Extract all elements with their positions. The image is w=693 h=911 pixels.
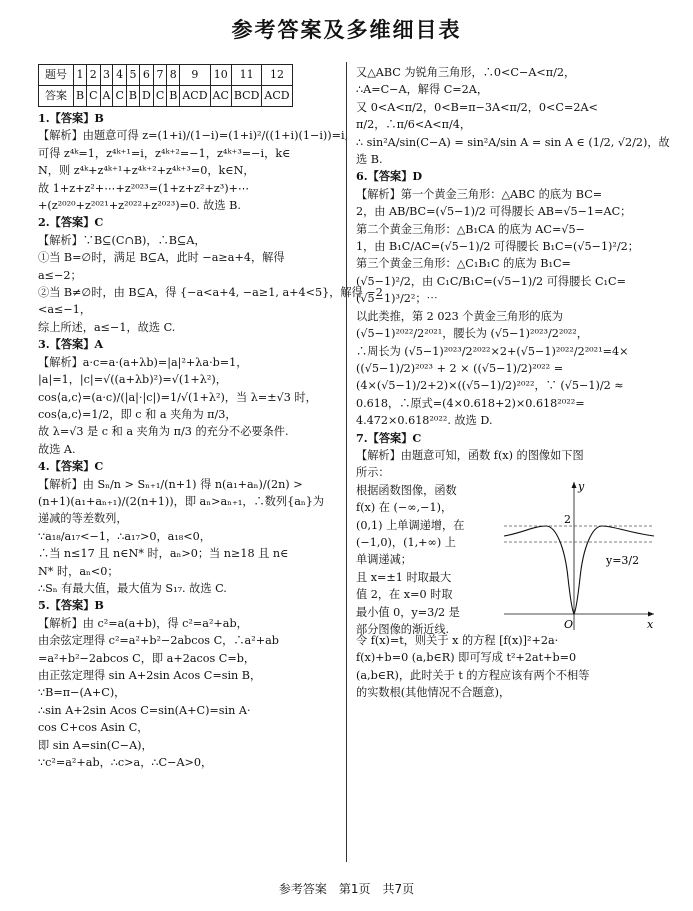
text-line: 所示： <box>356 466 390 480</box>
text-line: 4.472×0.618²⁰²². 故选 D. <box>356 414 493 428</box>
text-line: 部分图像的渐近线. <box>356 623 450 636</box>
text-line: cos⟨a,c⟩=1/2，即 c 和 a 夹角为 π/3， <box>38 407 237 421</box>
table-cell: 7 <box>153 65 166 86</box>
text-line: 选 B. <box>356 153 383 167</box>
y-axis-arrow-icon <box>572 482 577 488</box>
text-line: ②当 B≠∅时，由 B⊆A，得 {−a<a+4, −a≥1, a+4<5}，解得 −2 <box>38 286 383 300</box>
text-line: 值 2，在 x=0 时取 <box>356 588 453 602</box>
table-cell: BCD <box>231 86 262 107</box>
text-line: +(z²⁰²⁰+z²⁰²¹+z²⁰²²+z²⁰²³)=0. 故选 B. <box>38 199 241 213</box>
table-cell: 2 <box>87 65 100 86</box>
table-cell: AC <box>210 86 231 107</box>
table-cell: C <box>87 86 100 107</box>
table-cell: C <box>153 86 166 107</box>
text-line: 2，由 AB/BC=(√5−1)/2 可得腰长 AB=√5−1=AC； <box>356 205 632 219</box>
text-line: ①当 B=∅时，满足 B⊆A，此时 −a≥a+4，解得 <box>38 251 285 265</box>
table-cell: 6 <box>139 65 153 86</box>
text-line: <a≤−1， <box>38 303 92 317</box>
text-line: 2.【答案】C <box>38 215 104 230</box>
text-line: (a,b∈R)，此时关于 t 的方程应该有两个不相等 <box>356 668 590 682</box>
text-line: 【解析】由题意可知，函数 f(x) 的图像如下图 <box>356 448 584 462</box>
origin-label: O <box>564 617 574 631</box>
text-line: 6.【答案】D <box>356 169 423 184</box>
text-line: 递减的等差数列， <box>38 512 128 526</box>
right-column <box>356 64 670 701</box>
text-line: 【解析】∵B⊆(C∩B)，∴B⊆A， <box>38 233 206 247</box>
text-line: ∵B=π−(A+C)， <box>38 686 126 700</box>
text-line: 【解析】由 c²=a(a+b)，得 c²=a²+ab， <box>38 616 248 630</box>
text-line: 故选 A. <box>38 442 76 456</box>
text-line: (0,1) 上单调递增，在 <box>356 518 465 532</box>
x-axis-arrow-icon <box>648 611 654 616</box>
text-line: (−1,0)，(1,+∞) 上 <box>356 535 456 549</box>
table-cell: B <box>126 86 139 107</box>
text-line: 【解析】第一个黄金三角形：△ABC 的底为 BC= <box>356 187 603 201</box>
text-line: 第二个黄金三角形：△B₁CA 的底为 AC=√5− <box>356 222 585 236</box>
answer-table-number-row <box>39 65 293 86</box>
text-line: 由正弦定理得 sin A+2sin Acos C=sin B， <box>38 669 262 682</box>
table-cell: C <box>113 86 126 107</box>
text-line: N，则 z⁴ᵏ+z⁴ᵏ⁺¹+z⁴ᵏ⁺²+z⁴ᵏ⁺³=0，k∈N， <box>38 164 255 178</box>
text-line: ∴ sin²A/sin(C−A) = sin²A/sin A = sin A ∈ (1/2, √2/2)，故 <box>356 135 670 149</box>
answer-table-answer-row <box>39 86 293 107</box>
text-line: 【解析】由题意可得 z=(1+i)/(1−i)=(1+i)²/((1+i)(1−i))=i, <box>38 129 349 143</box>
text-line: ∵a₁₈/a₁₇<−1，∴a₁₇>0，a₁₈<0， <box>38 529 211 543</box>
table-cell: 8 <box>167 65 180 86</box>
text-line: 1.【答案】B <box>38 111 104 125</box>
text-line: |a|=1，|c|=√((a+λb)²)=√(1+λ²)， <box>38 373 227 387</box>
table-cell: 3 <box>100 65 113 86</box>
text-line: 5.【答案】B <box>38 598 104 613</box>
page-footer: 参考答案 第1页 共7页 <box>278 882 415 896</box>
text-line: (4×(√5−1)/2+2)×((√5−1)/2)²⁰²²，∵ (√5−1)/2 ≈ <box>356 379 624 393</box>
graph-description <box>356 482 498 639</box>
text-line: 的实数根(其他情况不合题意)， <box>356 685 511 699</box>
table-answer-label: 答案 <box>39 86 74 107</box>
text-line: 且 x=±1 时取最大 <box>356 570 452 584</box>
text-line: π/2，∴π/6<A<π/4， <box>356 118 472 132</box>
table-cell: ACD <box>262 86 292 107</box>
text-line: cos C+cos Asin C， <box>38 721 149 735</box>
text-line: (n+1)(a₁+aₙ₊₁)/(2(n+1))，即 aₙ>aₙ₊₁，∴数列{aₙ}为 <box>38 494 325 508</box>
text-line: (√5−1)³/2²；⋯ <box>356 292 438 306</box>
table-cell: D <box>139 86 153 107</box>
text-line: ∴Sₙ 有最大值，最大值为 S₁₇. 故选 C. <box>38 581 227 595</box>
table-cell: ACD <box>180 86 210 107</box>
text-line: ∵c²=a²+ab，∴c>a，∴C−A>0， <box>38 756 213 770</box>
table-cell: 11 <box>231 65 262 86</box>
text-line: 单调递减； <box>356 553 412 567</box>
text-line: 3.【答案】A <box>38 337 104 352</box>
text-line: cos⟨a,c⟩=(a·c)/(|a|·|c|)=1/√(1+λ²)，当 λ=±√3 时， <box>38 390 317 404</box>
table-cell: 12 <box>262 65 292 86</box>
function-curve <box>504 526 654 614</box>
table-cell: 9 <box>180 65 210 86</box>
text-line: 【解析】a·c=a·(a+λb)=|a|²+λa·b=1， <box>38 355 248 369</box>
text-line: 令 f(x)=t，则关于 x 的方程 [f(x)]²+2a· <box>356 633 559 647</box>
table-cell: B <box>167 86 180 107</box>
y-axis-label: y <box>578 479 585 493</box>
max-value-label: 2 <box>564 512 571 526</box>
text-line: 综上所述，a≤−1，故选 C. <box>38 320 176 334</box>
text-line: 0.618，∴原式=(4×0.618+2)×0.618²⁰²²= <box>356 396 585 410</box>
asymptote-label: y=3/2 <box>606 553 640 567</box>
text-line: f(x)+b=0 (a,b∈R) 即可写成 t²+2at+b=0 <box>356 651 577 665</box>
text-line: 【解析】由 Sₙ/n > Sₙ₊₁/(n+1) 得 n(a₁+aₙ)/(2n) > <box>38 477 303 491</box>
column-divider <box>346 62 347 862</box>
text-line: 以此类推，第 2 023 个黄金三角形的底为 <box>356 309 563 323</box>
text-line: 又 0<A<π/2，0<B=π−3A<π/2，0<C=2A< <box>356 100 598 114</box>
x-axis-label: x <box>647 617 654 631</box>
table-cell: 5 <box>126 65 139 86</box>
answer-table <box>38 64 293 107</box>
text-line: (√5−1)²⁰²²/2²⁰²¹，腰长为 (√5−1)²⁰²³/2²⁰²²， <box>356 327 588 341</box>
text-line: f(x) 在 (−∞,−1)， <box>356 501 453 515</box>
table-cell: 4 <box>113 65 126 86</box>
text-line: 可得 z⁴ᵏ=1，z⁴ᵏ⁺¹=i，z⁴ᵏ⁺²=−1，z⁴ᵏ⁺³=−i，k∈ <box>38 146 291 160</box>
text-line: a≤−2； <box>38 268 82 282</box>
table-cell: 1 <box>74 65 87 86</box>
table-cell: B <box>74 86 87 107</box>
page-title: 参考答案及多维细目表 <box>231 18 462 42</box>
text-line: 最小值 0，y=3/2 是 <box>356 605 460 619</box>
text-line: 故 λ=√3 是 c 和 a 夹角为 π/3 的充分不必要条件. <box>38 425 289 439</box>
graph-section <box>356 479 656 636</box>
text-line: =a²+b²−2abcos C，即 a+2acos C=b， <box>38 651 256 665</box>
text-line: 故 1+z+z²+⋯+z²⁰²³=(1+z+z²+z³)+⋯ <box>38 181 250 195</box>
right-solutions-top <box>356 64 670 482</box>
text-line: N* 时，aₙ<0； <box>38 564 119 578</box>
text-line: (√5−1)²/2，由 C₁C/B₁C=(√5−1)/2 可得腰长 C₁C= <box>356 274 626 288</box>
text-line: ∴A=C−A，解得 C=2A， <box>356 83 489 97</box>
text-line: ∴当 n≤17 且 n∈N* 时，aₙ>0；当 n≥18 且 n∈ <box>38 547 289 561</box>
text-line: ((√5−1)/2)²⁰²³ + 2 × ((√5−1)/2)²⁰²² = <box>356 361 564 375</box>
text-line: 又△ABC 为锐角三角形，∴0<C−A<π/2， <box>356 66 576 79</box>
text-line: ∴sin A+2sin Acos C=sin(A+C)=sin A· <box>38 703 251 717</box>
table-header-label: 题号 <box>39 65 74 86</box>
text-line: 1，由 B₁C/AC=(√5−1)/2 可得腰长 B₁C=(√5−1)²/2； <box>356 240 639 254</box>
text-line: 由余弦定理得 c²=a²+b²−2abcos C，∴a²+ab <box>38 634 279 648</box>
text-line: 7.【答案】C <box>356 430 422 445</box>
table-cell: 10 <box>210 65 231 86</box>
text-line: 根据函数图像，函数 <box>356 483 457 497</box>
function-graph <box>502 478 658 634</box>
text-line: 4.【答案】C <box>38 459 104 474</box>
text-line: ∴周长为 (√5−1)²⁰²³/2²⁰²²×2+(√5−1)²⁰²²/2²⁰²¹=4× <box>356 344 629 358</box>
right-solutions-bottom <box>356 632 656 702</box>
text-line: 第三个黄金三角形：△C₁B₁C 的底为 B₁C= <box>356 257 571 271</box>
table-cell: A <box>100 86 113 107</box>
text-line: 即 sin A=sin(C−A)， <box>38 738 153 752</box>
